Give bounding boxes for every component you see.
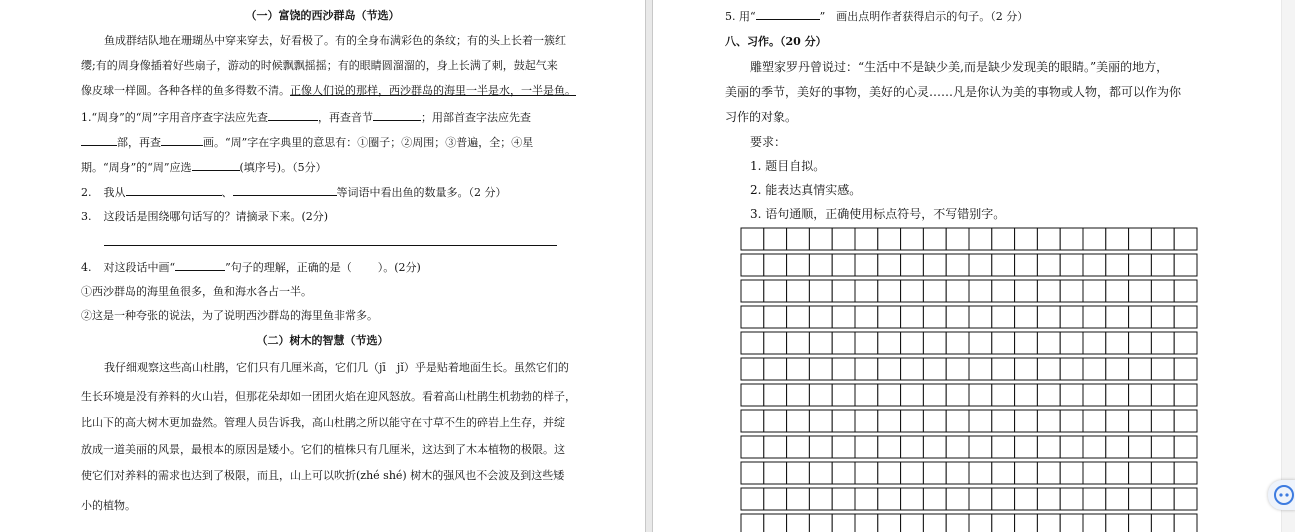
grid-cell[interactable] [741,436,764,458]
grid-cell[interactable] [787,488,810,510]
grid-cell[interactable] [741,384,764,406]
grid-cell[interactable] [1174,514,1197,532]
grid-cell[interactable] [1060,228,1083,250]
grid-cell[interactable] [764,254,787,276]
section-1-title: （一）富饶的西沙群岛（节选） [245,9,400,22]
grid-cell[interactable] [1129,488,1152,510]
grid-cell[interactable] [1060,358,1083,380]
passage-2-line-1: 我仔细观察这些高山杜鹃，它们只有几厘米高，它们几（jī jǐ）乎是贴着地面生长。虽然它们的 [104,361,569,374]
grid-cell[interactable] [969,488,992,510]
answer-blank[interactable] [373,110,421,121]
prompt-line-2: 美丽的季节，美好的事物，美好的心灵……凡是你认为美的事物或人物，都可以作为你 [725,85,1182,99]
grid-cell[interactable] [787,254,810,276]
grid-cell[interactable] [832,488,855,510]
grid-cell[interactable] [1015,358,1038,380]
grid-cell[interactable] [969,306,992,328]
grid-cell[interactable] [1083,254,1106,276]
grid-cell[interactable] [855,488,878,510]
question-3: 3. 这段话是围绕哪句话写的？请摘录下来。(2分) [81,210,329,223]
grid-cell[interactable] [946,358,969,380]
left-page [0,0,646,532]
answer-blank[interactable] [268,110,318,121]
grid-cell[interactable] [1015,228,1038,250]
section-8-title: 八、习作。（20 分） [725,35,827,48]
grid-cell[interactable] [1060,306,1083,328]
grid-cell[interactable] [992,254,1015,276]
grid-cell[interactable] [1106,384,1129,406]
grid-cell[interactable] [1083,514,1106,532]
grid-cell[interactable] [1129,306,1152,328]
grid-cell[interactable] [832,358,855,380]
grid-cell[interactable] [1129,514,1152,532]
grid-cell[interactable] [923,254,946,276]
grid-cell[interactable] [1015,410,1038,432]
grid-cell[interactable] [1106,410,1129,432]
grid-cell[interactable] [901,332,924,354]
grid-cell[interactable] [832,228,855,250]
grid-cell[interactable] [969,280,992,302]
grid-cell[interactable] [1060,384,1083,406]
prompt-line-3: 习作的对象。 [725,110,798,124]
grid-cell[interactable] [764,280,787,302]
grid-cell[interactable] [878,436,901,458]
grid-cell[interactable] [855,436,878,458]
grid-cell[interactable] [1174,254,1197,276]
grid-cell[interactable] [923,332,946,354]
grid-cell[interactable] [764,514,787,532]
grid-cell[interactable] [969,436,992,458]
grid-cell[interactable] [901,306,924,328]
grid-cell[interactable] [1060,462,1083,484]
grid-cell[interactable] [787,410,810,432]
grid-cell[interactable] [1151,254,1174,276]
grid-cell[interactable] [1037,358,1060,380]
grid-cell[interactable] [946,306,969,328]
grid-cell[interactable] [1083,228,1106,250]
grid-cell[interactable] [1037,384,1060,406]
grid-cell[interactable] [764,332,787,354]
grid-cell[interactable] [1151,488,1174,510]
grid-cell[interactable] [1083,462,1106,484]
grid-cell[interactable] [946,436,969,458]
grid-cell[interactable] [741,306,764,328]
grid-cell[interactable] [992,462,1015,484]
prompt-line-1: 雕塑家罗丹曾说过：“生活中不是缺少美,而是缺少发现美的眼睛。”美丽的地方， [750,60,1169,74]
underlined-sentence: 正像人们说的那样，西沙群岛的海里一半是水，一半是鱼。 [290,84,576,97]
grid-cell[interactable] [923,488,946,510]
grid-cell[interactable] [969,228,992,250]
grid-cell[interactable] [878,358,901,380]
grid-cell[interactable] [1174,358,1197,380]
grid-cell[interactable] [946,488,969,510]
grid-cell[interactable] [992,436,1015,458]
passage-2-line-6: 小的植物。 [81,499,136,512]
grid-cell[interactable] [1106,462,1129,484]
grid-cell[interactable] [901,254,924,276]
grid-cell[interactable] [1151,514,1174,532]
grid-cell[interactable] [969,410,992,432]
grid-cell[interactable] [787,228,810,250]
grid-cell[interactable] [1151,306,1174,328]
grid-cell[interactable] [764,228,787,250]
grid-cell[interactable] [992,358,1015,380]
grid-cell[interactable] [946,384,969,406]
grid-cell[interactable] [1060,332,1083,354]
grid-cell[interactable] [741,254,764,276]
grid-cell[interactable] [741,462,764,484]
grid-cell[interactable] [741,280,764,302]
grid-cell[interactable] [1015,254,1038,276]
grid-cell[interactable] [1174,462,1197,484]
grid-cell[interactable] [901,488,924,510]
grid-cell[interactable] [1129,410,1152,432]
grid-cell[interactable] [1037,228,1060,250]
grid-cell[interactable] [1037,332,1060,354]
grid-cell[interactable] [741,332,764,354]
grid-cell[interactable] [1106,358,1129,380]
grid-cell[interactable] [1106,332,1129,354]
grid-cell[interactable] [1106,228,1129,250]
grid-cell[interactable] [992,280,1015,302]
passage-1-line-3: 像皮球一样圆。各种各样的鱼多得数不清。正像人们说的那样，西沙群岛的海里一半是水，一半是鱼。 [81,84,576,97]
grid-cell[interactable] [1015,514,1038,532]
grid-cell[interactable] [832,280,855,302]
grid-cell[interactable] [764,462,787,484]
grid-cell[interactable] [764,436,787,458]
grid-cell[interactable] [923,410,946,432]
grid-cell[interactable] [1015,280,1038,302]
grid-cell[interactable] [855,332,878,354]
grid-cell[interactable] [1174,332,1197,354]
grid-cell[interactable] [809,228,832,250]
grid-cell[interactable] [764,488,787,510]
grid-cell[interactable] [832,384,855,406]
grid-cell[interactable] [741,228,764,250]
grid-cell[interactable] [946,514,969,532]
grid-cell[interactable] [946,228,969,250]
answer-blank[interactable] [192,160,240,171]
grid-cell[interactable] [992,228,1015,250]
grid-cell[interactable] [1037,410,1060,432]
passage-1-line-1: 鱼成群结队地在珊瑚丛中穿来穿去，好看极了。有的全身布满彩色的条纹；有的头上长着一簇红 [104,34,566,47]
grid-cell[interactable] [1060,254,1083,276]
grid-cell[interactable] [969,358,992,380]
answer-blank[interactable] [756,9,820,20]
grid-cell[interactable] [1129,436,1152,458]
grid-cell[interactable] [855,306,878,328]
grid-cell[interactable] [1151,280,1174,302]
grid-cell[interactable] [946,332,969,354]
grid-cell[interactable] [1060,410,1083,432]
grid-cell[interactable] [1060,514,1083,532]
passage-2-line-3: 比山下的高大树木更加盎然。管理人员告诉我，高山杜鹃之所以能守在寸草不生的碎岩上生存，并绽 [81,416,565,429]
grid-cell[interactable] [809,332,832,354]
requirement-2: 2. 能表达真情实感。 [750,183,862,197]
grid-cell[interactable] [1174,280,1197,302]
grid-cell[interactable] [901,436,924,458]
grid-cell[interactable] [855,254,878,276]
grid-cell[interactable] [992,488,1015,510]
grid-cell[interactable] [946,280,969,302]
grid-cell[interactable] [1129,254,1152,276]
grid-cell[interactable] [1083,436,1106,458]
grid-cell[interactable] [878,332,901,354]
question-1-line-2: 部，再查 画。“周”字在字典里的意思有：①圈子；②周围；③普遍，全；④星 [81,135,533,150]
grid-cell[interactable] [1083,358,1106,380]
grid-cell[interactable] [923,358,946,380]
grid-cell[interactable] [1106,280,1129,302]
grid-cell[interactable] [901,228,924,250]
grid-cell[interactable] [855,462,878,484]
grid-cell[interactable] [787,306,810,328]
chat-bot-icon [1268,480,1295,510]
grid-cell[interactable] [1106,488,1129,510]
grid-cell[interactable] [1037,306,1060,328]
grid-cell[interactable] [787,280,810,302]
grid-cell[interactable] [1015,384,1038,406]
grid-cell[interactable] [809,280,832,302]
grid-cell[interactable] [1174,488,1197,510]
grid-cell[interactable] [832,436,855,458]
grid-cell[interactable] [855,228,878,250]
answer-blank[interactable] [161,135,203,146]
grid-cell[interactable] [832,514,855,532]
passage-2-line-4: 放成一道美丽的风景，最根本的原因是矮小。它们的植株只有几厘米，这达到了木本植物的极限。这 [81,443,565,456]
grid-cell[interactable] [1151,462,1174,484]
grid-cell[interactable] [741,410,764,432]
grid-cell[interactable] [787,462,810,484]
grid-cell[interactable] [969,254,992,276]
requirements-title: 要求： [750,135,787,149]
grid-cell[interactable] [1083,332,1106,354]
grid-cell[interactable] [1060,488,1083,510]
grid-cell[interactable] [1129,332,1152,354]
assistant-float-button[interactable] [1268,480,1295,510]
grid-cell[interactable] [992,332,1015,354]
grid-cell[interactable] [741,358,764,380]
grid-cell[interactable] [1083,488,1106,510]
grid-cell[interactable] [1037,280,1060,302]
grid-cell[interactable] [741,514,764,532]
passage-2-line-2: 生长环境是没有养料的火山岩，但那花朵却如一团团火焰在迎风怒放。看着高山杜鹃生机勃勃的样子， [81,390,576,403]
writing-grid[interactable] [740,227,1198,532]
grid-cell[interactable] [1151,358,1174,380]
grid-cell[interactable] [878,254,901,276]
grid-cell[interactable] [946,410,969,432]
grid-cell[interactable] [969,384,992,406]
grid-cell[interactable] [992,410,1015,432]
right-page [652,0,1281,532]
grid-cell[interactable] [1083,384,1106,406]
grid-cell[interactable] [787,436,810,458]
grid-cell[interactable] [855,384,878,406]
grid-cell[interactable] [809,358,832,380]
grid-cell[interactable] [1037,462,1060,484]
grid-cell[interactable] [1174,410,1197,432]
grid-cell[interactable] [901,384,924,406]
grid-cell[interactable] [809,514,832,532]
grid-cell[interactable] [809,436,832,458]
grid-cell[interactable] [1083,410,1106,432]
grid-cell[interactable] [1060,436,1083,458]
grid-cell[interactable] [878,280,901,302]
grid-cell[interactable] [1129,384,1152,406]
grid-cell[interactable] [1151,332,1174,354]
grid-cell[interactable] [923,384,946,406]
grid-cell[interactable] [992,514,1015,532]
grid-cell[interactable] [832,306,855,328]
grid-cell[interactable] [764,384,787,406]
grid-cell[interactable] [946,462,969,484]
grid-cell[interactable] [787,358,810,380]
grid-cell[interactable] [1015,332,1038,354]
grid-cell[interactable] [1129,280,1152,302]
grid-cell[interactable] [1129,462,1152,484]
grid-cell[interactable] [1083,306,1106,328]
grid-cell[interactable] [764,410,787,432]
grid-cell[interactable] [832,254,855,276]
grid-cell[interactable] [1106,254,1129,276]
grid-cell[interactable] [1015,488,1038,510]
grid-cell[interactable] [1106,514,1129,532]
grid-cell[interactable] [787,332,810,354]
grid-cell[interactable] [1015,462,1038,484]
grid-cell[interactable] [832,410,855,432]
section-2-title: （二）树木的智慧（节选） [256,334,389,347]
grid-cell[interactable] [923,514,946,532]
grid-cell[interactable] [741,488,764,510]
grid-cell[interactable] [923,280,946,302]
question-5: 5. 用“ ” 画出点明作者获得启示的句子。（2 分） [725,10,1029,23]
grid-cell[interactable] [923,436,946,458]
grid-cell[interactable] [855,514,878,532]
requirement-3: 3. 语句通顺，正确使用标点符号，不写错别字。 [750,207,1006,221]
grid-cell[interactable] [809,384,832,406]
grid-cell[interactable] [764,306,787,328]
scrollbar[interactable] [1282,0,1295,532]
option-2: ②这是一种夸张的说法，为了说明西沙群岛的海里鱼非常多。 [81,309,378,322]
grid-cell[interactable] [1151,384,1174,406]
passage-2-line-5: 使它们对养料的需求也达到了极限，而且，山上可以吹折(zhé shé) 树木的强风也不会波及到这些矮 [81,469,565,482]
grid-cell[interactable] [1174,306,1197,328]
grid-cell[interactable] [878,306,901,328]
grid-cell[interactable] [1174,228,1197,250]
grid-cell[interactable] [809,488,832,510]
passage-1-line-2: 缨;有的周身像插着好些扇子，游动的时候飘飘摇摇；有的眼睛圆溜溜的，身上长满了刺，鼓起气来 [81,59,558,72]
grid-cell[interactable] [878,514,901,532]
grid-cell[interactable] [1037,436,1060,458]
grid-cell[interactable] [855,410,878,432]
grid-cell[interactable] [1015,436,1038,458]
grid-cell[interactable] [1106,436,1129,458]
grid-cell[interactable] [1151,436,1174,458]
grid-cell[interactable] [969,332,992,354]
grid-cell[interactable] [1037,488,1060,510]
grid-cell[interactable] [809,306,832,328]
grid-cell[interactable] [1037,254,1060,276]
grid-cell[interactable] [1151,228,1174,250]
answer-blank[interactable] [233,185,337,196]
answer-blank[interactable] [126,185,222,196]
grid-cell[interactable] [764,358,787,380]
grid-cell[interactable] [992,384,1015,406]
grid-cell[interactable] [923,228,946,250]
grid-cell[interactable] [878,488,901,510]
grid-cell[interactable] [1083,280,1106,302]
grid-cell[interactable] [1151,410,1174,432]
question-1-line-1: 1.“周身”的“周”字用音序查字法应先查 ，再查音节 ；用部首查字法应先查 [81,111,531,124]
grid-cell[interactable] [901,280,924,302]
grid-cell[interactable] [969,462,992,484]
grid-cell[interactable] [923,306,946,328]
grid-cell[interactable] [901,410,924,432]
answer-blank[interactable] [81,135,117,146]
grid-cell[interactable] [923,462,946,484]
grid-cell[interactable] [878,384,901,406]
grid-cell[interactable] [832,332,855,354]
grid-cell[interactable] [787,384,810,406]
question-4: 4. 对这段话中画“ ”句子的理解，正确的是（ ）。(2分) [81,261,421,274]
grid-cell[interactable] [969,514,992,532]
grid-cell[interactable] [1060,280,1083,302]
option-1: ①西沙群岛的海里鱼很多，鱼和海水各占一半。 [81,285,312,298]
question-1-line-3: 期。“周身”的“周”应选 (填序号)。（5分） [81,161,327,174]
grid-cell[interactable] [832,462,855,484]
grid-cell[interactable] [901,358,924,380]
grid-cell[interactable] [809,254,832,276]
grid-cell[interactable] [946,254,969,276]
grid-cell[interactable] [1015,306,1038,328]
grid-cell[interactable] [809,462,832,484]
grid-cell[interactable] [992,306,1015,328]
grid-cell[interactable] [787,514,810,532]
question-2: 2. 我从 、 等词语中看出鱼的数量多。（2 分） [81,186,507,199]
answer-line[interactable] [104,245,557,246]
grid-cell[interactable] [1174,436,1197,458]
grid-cell[interactable] [1037,514,1060,532]
grid-cell[interactable] [1174,384,1197,406]
grid-cell[interactable] [855,358,878,380]
grid-cell[interactable] [809,410,832,432]
grid-cell[interactable] [901,514,924,532]
answer-blank[interactable] [175,260,225,271]
grid-cell[interactable] [878,462,901,484]
requirement-1: 1. 题目自拟。 [750,159,826,173]
grid-cell[interactable] [1129,358,1152,380]
grid-cell[interactable] [1106,306,1129,328]
grid-cell[interactable] [1129,228,1152,250]
grid-cell[interactable] [878,410,901,432]
grid-cell[interactable] [901,462,924,484]
grid-cell[interactable] [878,228,901,250]
grid-cell[interactable] [855,280,878,302]
